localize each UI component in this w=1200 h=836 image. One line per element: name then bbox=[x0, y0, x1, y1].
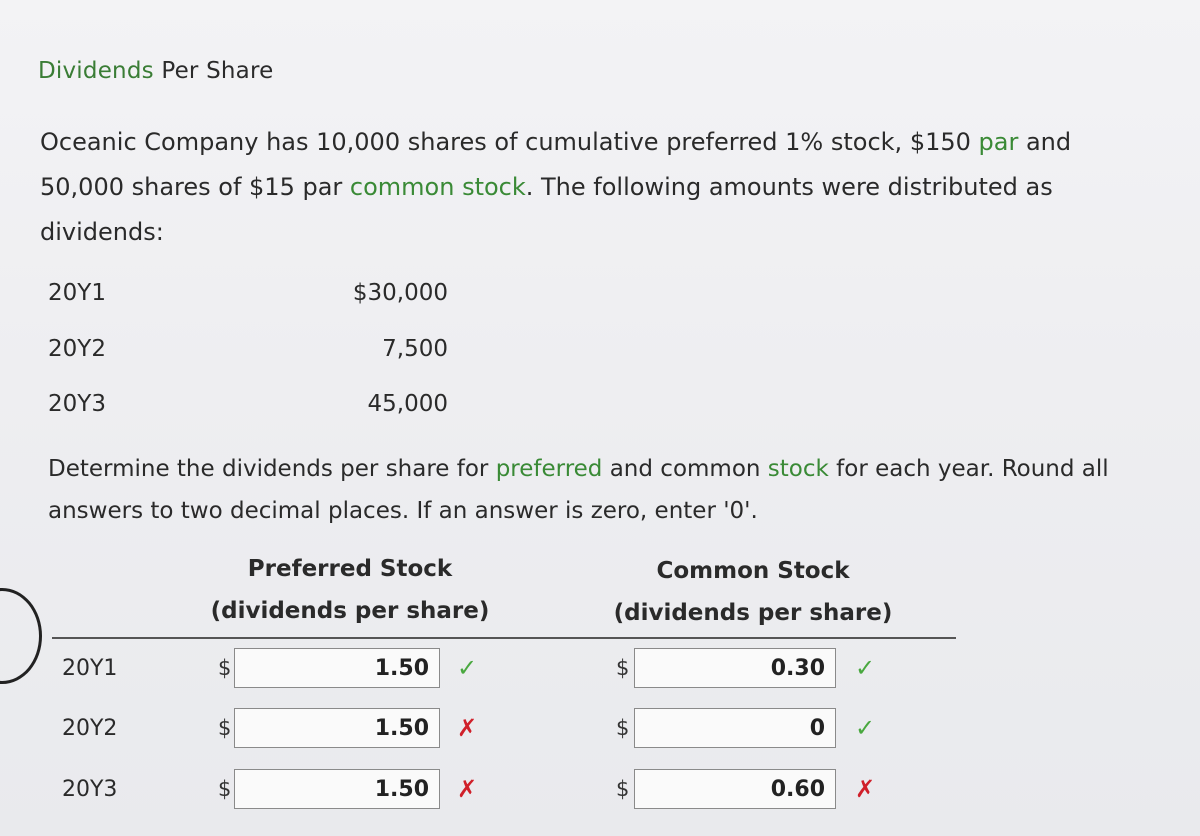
glossary-link-stock[interactable]: stock bbox=[767, 456, 829, 482]
common-dividend-input[interactable]: 0.60 bbox=[634, 769, 836, 809]
common-header-line1: Common Stock bbox=[656, 558, 850, 584]
answer-row bbox=[0, 708, 1000, 752]
answer-year: 20Y3 bbox=[62, 777, 118, 802]
common-header-line2: (dividends per share) bbox=[613, 600, 893, 626]
incorrect-x-icon: ✗ bbox=[457, 775, 478, 803]
page-title bbox=[38, 58, 273, 84]
preferred-header-line1: Preferred Stock bbox=[247, 556, 453, 582]
distribution-row bbox=[48, 280, 448, 314]
intro-text-2: and 50,000 shares of $15 par bbox=[40, 128, 1072, 201]
preferred-column-header bbox=[200, 548, 500, 632]
instructions bbox=[48, 448, 1188, 532]
answer-row bbox=[0, 769, 1000, 813]
correct-check-icon: ✓ bbox=[457, 654, 478, 682]
distribution-row bbox=[48, 336, 448, 370]
common-dollar-sign: $ bbox=[616, 716, 630, 740]
distribution-year: 20Y2 bbox=[48, 336, 106, 362]
common-dividend-input[interactable]: 0 bbox=[634, 708, 836, 748]
instructions-text-2: and common bbox=[602, 456, 768, 482]
title-rest: Per Share bbox=[153, 58, 274, 84]
preferred-dividend-input[interactable]: 1.50 bbox=[234, 648, 440, 688]
intro-text-3: . The following amounts were distributed as dividends: bbox=[40, 173, 1053, 246]
preferred-header-line2: (dividends per share) bbox=[210, 598, 490, 624]
incorrect-x-icon: ✗ bbox=[457, 714, 478, 742]
problem-statement bbox=[40, 120, 1160, 255]
incorrect-x-icon: ✗ bbox=[855, 775, 876, 803]
correct-check-icon: ✓ bbox=[855, 714, 876, 742]
distribution-amount: 7,500 bbox=[382, 336, 448, 362]
distribution-year: 20Y1 bbox=[48, 280, 106, 306]
answer-row bbox=[0, 648, 1000, 692]
instructions-text-1: Determine the dividends per share for bbox=[48, 456, 496, 482]
common-dollar-sign: $ bbox=[616, 656, 630, 680]
intro-text-1: Oceanic Company has 10,000 shares of cumulative preferred 1% stock, $150 bbox=[40, 128, 979, 156]
answer-year: 20Y2 bbox=[62, 716, 118, 741]
glossary-link-common-stock[interactable]: common stock bbox=[349, 173, 526, 201]
correct-check-icon: ✓ bbox=[855, 654, 876, 682]
common-dividend-input[interactable]: 0.30 bbox=[634, 648, 836, 688]
instructions-text-3: for each year. Round all answers to two decimal places. If an answer is zero, enter '0'. bbox=[48, 456, 1109, 524]
preferred-dollar-sign: $ bbox=[218, 656, 232, 680]
distribution-row bbox=[48, 391, 448, 425]
glossary-link-par[interactable]: par bbox=[978, 128, 1019, 156]
preferred-dividend-input[interactable]: 1.50 bbox=[234, 769, 440, 809]
common-dollar-sign: $ bbox=[616, 777, 630, 801]
distribution-year: 20Y3 bbox=[48, 391, 106, 417]
preferred-dollar-sign: $ bbox=[218, 716, 232, 740]
glossary-link-preferred[interactable]: preferred bbox=[495, 456, 603, 482]
common-column-header bbox=[603, 550, 903, 634]
distribution-amount: 45,000 bbox=[367, 391, 448, 417]
answer-year: 20Y1 bbox=[62, 656, 118, 681]
header-divider bbox=[52, 637, 956, 639]
title-word-dividends: Dividends bbox=[38, 58, 154, 84]
preferred-dollar-sign: $ bbox=[218, 777, 232, 801]
preferred-dividend-input[interactable]: 1.50 bbox=[234, 708, 440, 748]
distribution-amount: $30,000 bbox=[352, 280, 448, 306]
